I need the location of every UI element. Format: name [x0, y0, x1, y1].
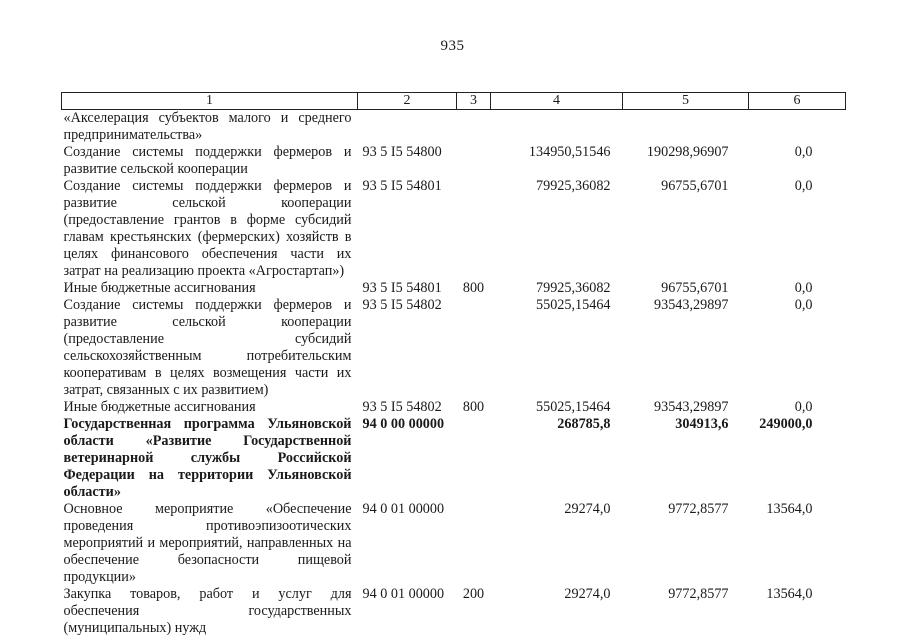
row-name: Создание системы поддержки фермеров и развитие сельской кооперации (предоставление субсидий сельскохозяйственным потребительским кооперативам в целях возмещения части их затрат, связанных с их развитием) [63, 297, 352, 398]
column-header-5: 5 [623, 93, 749, 110]
row-name: Иные бюджетные ассигнования [63, 399, 256, 415]
row-value-col6: 0,0 [794, 178, 813, 194]
table-row [62, 297, 846, 399]
row-expense-type [457, 416, 491, 501]
row-value-col5: 9772,8577 [668, 586, 729, 602]
row-code: 93 5 I5 54800 [362, 144, 442, 160]
row-value-col5 [623, 110, 749, 145]
row-expense-type: 800 [462, 399, 485, 415]
table-row [62, 280, 846, 297]
table-row [62, 501, 846, 586]
row-code [358, 110, 457, 145]
row-value-col4: 55025,15464 [536, 399, 611, 415]
header-row [62, 93, 846, 110]
table-body [62, 110, 846, 638]
row-expense-type [457, 178, 491, 280]
row-value-col5: 93543,29897 [654, 399, 729, 415]
table-row [62, 178, 846, 280]
row-expense-type: 200 [462, 586, 485, 602]
row-name: Государственная программа Ульяновской области «Развитие Государственной ветеринарной службы Российской Федерации на территории Ульяновской области» [63, 416, 352, 500]
row-value-col6: 13564,0 [766, 501, 813, 517]
row-code: 93 5 I5 54801 [362, 280, 442, 296]
row-expense-type: 800 [462, 280, 485, 296]
row-name: Основное мероприятие «Обеспечение проведения противоэпизоотических мероприятий и мероприятий, направленных на обеспечение безопасности пищевой продукции» [63, 501, 352, 585]
row-value-col5: 304913,6 [675, 416, 729, 432]
row-value-col6: 0,0 [794, 280, 813, 296]
row-value-col4 [491, 110, 623, 145]
row-value-col5: 96755,6701 [661, 280, 729, 296]
row-code: 94 0 01 00000 [362, 501, 445, 517]
column-header-3: 3 [457, 93, 491, 110]
column-header-2: 2 [358, 93, 457, 110]
row-name: Создание системы поддержки фермеров и развитие сельской кооперации [63, 144, 352, 177]
row-value-col4: 134950,51546 [528, 144, 611, 160]
table-row [62, 144, 846, 178]
row-value-col4: 55025,15464 [536, 297, 611, 313]
row-value-col6: 13564,0 [766, 586, 813, 602]
row-expense-type [457, 297, 491, 399]
table-row-program [62, 416, 846, 501]
row-value-col5: 96755,6701 [661, 178, 729, 194]
row-value-col5: 190298,96907 [646, 144, 729, 160]
row-value-col4: 79925,36082 [536, 178, 611, 194]
row-code: 94 0 01 00000 [362, 586, 445, 602]
row-value-col6: 0,0 [794, 399, 813, 415]
row-name: «Акселерация субъектов малого и среднего предпринимательства» [63, 110, 352, 143]
row-value-col6: 0,0 [794, 144, 813, 160]
table-row [62, 399, 846, 416]
row-name: Закупка товаров, работ и услуг для обеспечения государственных (муниципальных) нужд [63, 586, 352, 636]
row-code: 93 5 I5 54801 [362, 178, 442, 194]
row-expense-type [457, 144, 491, 178]
column-header-1: 1 [62, 93, 358, 110]
row-name: Создание системы поддержки фермеров и развитие сельской кооперации (предоставление грантов в форме субсидий главам крестьянских (фермерских) хозяйств в целях финансового обеспечения части их затрат на реализацию проекта «Агростартап») [63, 178, 352, 279]
row-expense-type [457, 110, 491, 145]
row-value-col4: 268785,8 [557, 416, 611, 432]
table-row [62, 110, 846, 145]
row-code: 93 5 I5 54802 [362, 297, 442, 313]
page-number: 935 [440, 38, 465, 54]
row-expense-type [457, 501, 491, 586]
budget-table [61, 92, 846, 637]
table-header [62, 93, 846, 110]
row-name: Иные бюджетные ассигнования [63, 280, 256, 296]
row-value-col5: 9772,8577 [668, 501, 729, 517]
row-value-col6 [749, 110, 846, 145]
row-value-col4: 29274,0 [564, 501, 611, 517]
column-header-4: 4 [491, 93, 623, 110]
row-code: 94 0 00 00000 [362, 416, 445, 432]
row-code: 93 5 I5 54802 [362, 399, 442, 415]
row-value-col4: 29274,0 [564, 586, 611, 602]
row-value-col4: 79925,36082 [536, 280, 611, 296]
row-value-col6: 249000,0 [759, 416, 813, 432]
column-header-6: 6 [749, 93, 846, 110]
row-value-col6: 0,0 [794, 297, 813, 313]
table-row [62, 586, 846, 637]
row-value-col5: 93543,29897 [654, 297, 729, 313]
